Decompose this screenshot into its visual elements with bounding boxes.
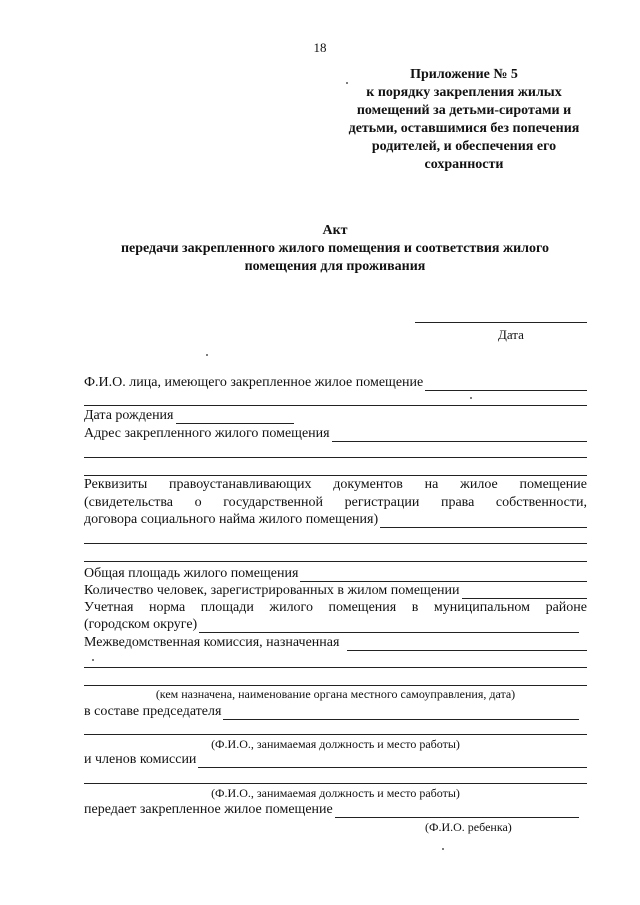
address-field-line2[interactable]	[84, 457, 587, 458]
fio-owner-field[interactable]	[425, 377, 587, 391]
members-caption: (Ф.И.О., занимаемая должность и место работы)	[211, 786, 460, 800]
appendix-line: Приложение № 5	[410, 67, 518, 82]
chairman-label: в составе председателя	[84, 704, 222, 719]
date-input-line[interactable]	[415, 322, 587, 323]
norm-label-line1: Учетная норма площади жилого помещения в муниципальном районе	[84, 600, 587, 615]
appendix-line: детьми, оставшимися без попечения	[348, 121, 580, 136]
act-title-block	[80, 222, 590, 276]
commission-field-line2[interactable]	[84, 667, 587, 668]
scan-speck	[470, 397, 472, 399]
docs-row	[84, 512, 587, 528]
people-count-label: Количество человек, зарегистрированных в жилом помещении	[84, 583, 460, 598]
norm-field[interactable]	[199, 619, 579, 633]
address-row	[84, 426, 587, 442]
act-subtitle-line: передачи закрепленного жилого помещения и соответствия жилого	[120, 241, 550, 256]
docs-field-line3[interactable]	[84, 561, 587, 562]
address-field-line3[interactable]	[84, 475, 587, 476]
members-row	[84, 752, 587, 768]
page-number: 18	[313, 40, 327, 55]
act-title: Акт	[322, 223, 348, 238]
address-label: Адрес закрепленного жилого помещения	[84, 426, 330, 441]
scan-speck	[442, 848, 444, 850]
people-count-row	[84, 583, 587, 599]
act-subtitle-line: помещения для проживания	[244, 259, 426, 274]
date-label: Дата	[498, 327, 524, 342]
members-field-line2[interactable]	[84, 783, 587, 784]
fio-owner-row	[84, 375, 587, 391]
docs-label-line3: договора социального найма жилого помещения)	[84, 512, 379, 527]
commission-caption: (кем назначена, наименование органа местного самоуправления, дата)	[155, 687, 516, 701]
chairman-field-line2[interactable]	[84, 734, 587, 735]
chairman-row	[84, 704, 587, 720]
transfers-label: передает закрепленное жилое помещение	[84, 802, 333, 817]
scan-speck	[346, 82, 348, 84]
docs-label-line1: Реквизиты правоустанавливающих документов на жилое помещение	[84, 477, 587, 492]
docs-field[interactable]	[380, 514, 587, 528]
address-field[interactable]	[332, 428, 587, 442]
norm-row	[84, 617, 587, 633]
members-field[interactable]	[198, 754, 587, 768]
chairman-caption: (Ф.И.О., занимаемая должность и место работы)	[211, 737, 460, 751]
birth-date-field[interactable]	[176, 410, 294, 424]
commission-field-line3[interactable]	[84, 685, 587, 686]
appendix-line: родителей, и обеспечения его	[371, 139, 557, 154]
docs-field-line2[interactable]	[84, 543, 587, 544]
norm-label-line2: (городском округе)	[84, 617, 198, 632]
fio-owner-label: Ф.И.О. лица, имеющего закрепленное жилое помещение	[84, 375, 424, 390]
appendix-line: к порядку закрепления жилых	[366, 85, 562, 100]
transfers-row	[84, 802, 587, 818]
fio-owner-field-line2[interactable]	[84, 405, 587, 406]
appendix-line: помещений за детьми-сиротами и	[356, 103, 572, 118]
child-caption: (Ф.И.О. ребенка)	[425, 820, 512, 834]
people-count-field[interactable]	[462, 585, 587, 599]
docs-label-line2: (свидетельства о государственной регистрации права собственности,	[84, 495, 587, 510]
scan-speck	[92, 659, 94, 661]
chairman-field[interactable]	[223, 706, 579, 720]
appendix-line: сохранности	[424, 157, 504, 172]
commission-label: Межведомственная комиссия, назначенная	[84, 635, 340, 650]
birth-date-row	[84, 408, 587, 424]
child-fio-field[interactable]	[335, 804, 579, 818]
birth-date-label: Дата рождения	[84, 408, 174, 423]
scan-speck	[206, 354, 208, 356]
area-row	[84, 566, 587, 582]
members-label: и членов комиссии	[84, 752, 197, 767]
area-label: Общая площадь жилого помещения	[84, 566, 299, 581]
appendix-header	[330, 66, 598, 174]
commission-row	[84, 635, 587, 651]
area-field[interactable]	[300, 568, 587, 582]
commission-field[interactable]	[347, 637, 587, 651]
